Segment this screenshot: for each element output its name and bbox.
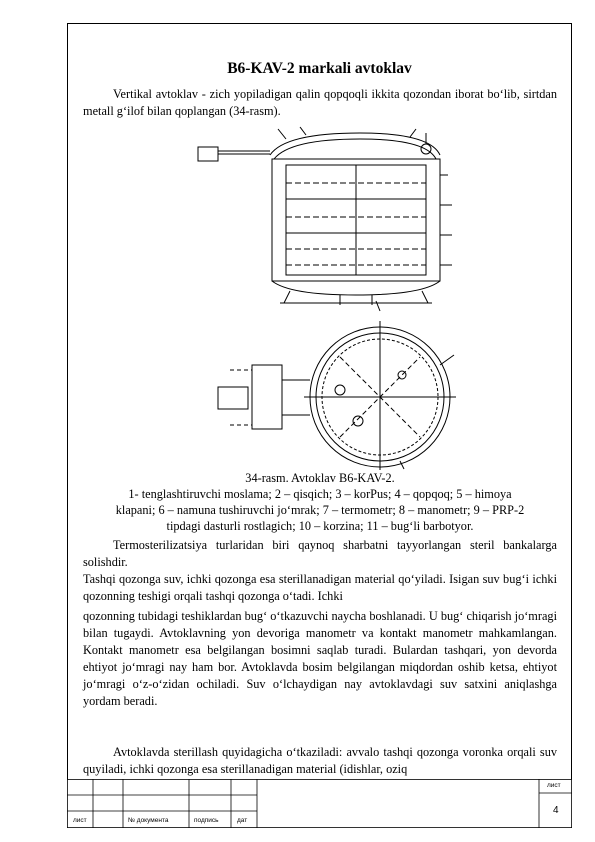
- stamp-sheet-label: лист: [547, 782, 561, 789]
- autoclave-plan-view: [218, 301, 456, 470]
- paragraph: qozonning tubidagi teshiklardan bug‘ o‘tkazuvchi naycha boshlanadi. U bug‘ chiqarish jo‘mragi bilan tugaydi. Avtoklavning yon devoriga manometr va kontakt manometr mahkamlangan. Kontakt manometr esa belgilangan bosimni saqlab turadi. Bulardan tashqari, yon devorda ehtiyot jo‘mragi nay ham bor. Avtoklavda bosim belgilangan miqdordan oshib ketsa, ehtiyot jo‘mragi o‘z-o‘zidan ochiladi. Suv o‘lchaydigan nay avtoklavdagi suv satxini aniqlashga yordam beradi.: [83, 609, 557, 708]
- stamp-col-list: лист: [73, 817, 87, 824]
- paragraph: Termosterilizatsiya turlaridan biri qaynoq sharbatni tayyorlangan steril bankalarga solishdir.: [83, 538, 557, 569]
- figure-caption-line: 1- tenglashtiruvchi moslama; 2 – qisqich; 3 – korPus; 4 – qopqoq; 5 – himoya: [128, 487, 512, 501]
- paragraph: Avtoklavda sterillash quyidagicha o‘tkaziladi: avvalo tashqi qozonga voronka orqali suv quyiladi, ichki qozonga esa sterillanadigan material (idishlar, oziq: [83, 745, 557, 776]
- stamp-col-date: дат: [237, 817, 248, 824]
- page-title: B6-KAV-2 markali avtoklav: [227, 60, 412, 77]
- stamp-col-signature: подпись: [194, 817, 219, 824]
- stamp-col-document: № документа: [128, 817, 169, 824]
- autoclave-drawing: [190, 125, 470, 470]
- figure-caption-line: tipdagi dasturli rostlagich; 10 – korzina; 11 – bug‘li barbotyor.: [166, 519, 474, 533]
- title-block-labels: [67, 779, 572, 828]
- figure-caption-line: klapani; 6 – namuna tushiruvchi jo‘mrak; 7 – termometr; 8 – manometr; 9 – PRP-2: [115, 503, 525, 517]
- autoclave-front-view: [198, 127, 452, 305]
- stamp-sheet-number: 4: [553, 805, 559, 816]
- paragraph: Tashqi qozonga suv, ichki qozonga esa sterillanadigan material qo‘yiladi. Isigan suv bug‘i ichki qozonning teshigi orqali tashqi qozonga o‘tadi. Ichki: [83, 572, 557, 603]
- figure-caption-line: 34-rasm. Avtoklav B6-KAV-2.: [245, 471, 395, 485]
- figure-caption: [83, 470, 557, 534]
- intro-paragraph: Vertikal avtoklav - zich yopiladigan qalin qopqoqli ikkita qozondan iborat bo‘lib, sirtdan metall g‘ilof bilan qoplangan (34-rasm).: [83, 87, 557, 118]
